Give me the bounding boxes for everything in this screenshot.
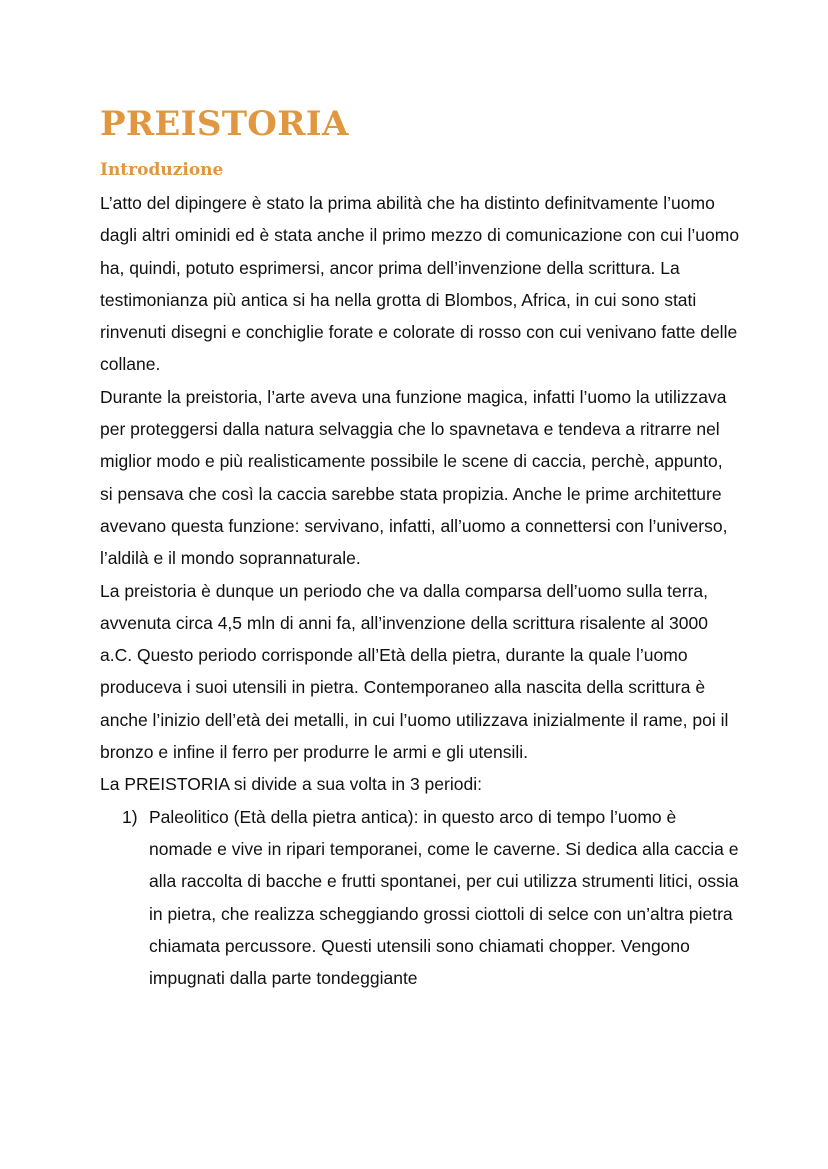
list-item: [100, 801, 740, 995]
list-item-text: Paleolitico (Età della pietra antica): in questo arco di tempo l’uomo è nomade e vive in ripari temporanei, come le caverne. Si dedica alla caccia e alla raccolta di bacche e frutti spontanei, per cui utilizza strumenti litici, ossia in pietra, che realizza scheggiando grossi ciottoli di selce con un’altra pietra chiamata percussore. Questi utensili sono chiamati chopper. Vengono impugnati dalla parte tondeggiante: [149, 806, 739, 989]
list-item-number: 1): [122, 806, 138, 827]
periods-list: [100, 801, 740, 995]
paragraph-periods-intro: La PREISTORIA si divide a sua volta in 3 periodi:: [100, 774, 482, 795]
paragraph-magic-function: Durante la preistoria, l’arte aveva una funzione magica, infatti l’uomo la utilizzava per proteggersi dalla natura selvaggia che lo spavnetava e tendeva a ritrarre nel miglior modo e più realisticamente possibile le scene di caccia, perchè, appunto, si pensava che così la caccia sarebbe stata propizia. Anche le prime architetture avevano questa funzione: servivano, infatti, all’uomo a connettersi con l’universo, l’aldilà e il mondo soprannaturale.: [100, 386, 728, 569]
section-heading: Introduzione: [100, 160, 224, 180]
document-title: PREISTORIA: [100, 104, 349, 144]
paragraph-intro: L’atto del dipingere è stato la prima abilità che ha distinto definitvamente l’uomo dagli altri ominidi ed è stata anche il primo mezzo di comunicazione con cui l’uomo ha, quindi, potuto esprimersi, ancor prima dell’invenzione della scrittura. La testimonianza più antica si ha nella grotta di Blombos, Africa, in cui sono stati rinvenuti disegni e conchiglie forate e colorate di rosso con cui venivano fatte delle collane.: [100, 193, 740, 375]
paragraph-period-definition: La preistoria è dunque un periodo che va dalla comparsa dell’uomo sulla terra, avvenuta circa 4,5 mln di anni fa, all’invenzione della scrittura risalente al 3000 a.C. Questo periodo corrisponde all’Età della pietra, durante la quale l’uomo produceva i suoi utensili in pietra. Contemporaneo alla nascita della scrittura è anche l’inizio dell’età dei metalli, in cui l’uomo utilizzava inizialmente il rame, poi il bronzo e infine il ferro per produrre le armi e gli utensili.: [100, 580, 729, 763]
body-text: [100, 187, 740, 994]
document-body: [100, 102, 740, 994]
